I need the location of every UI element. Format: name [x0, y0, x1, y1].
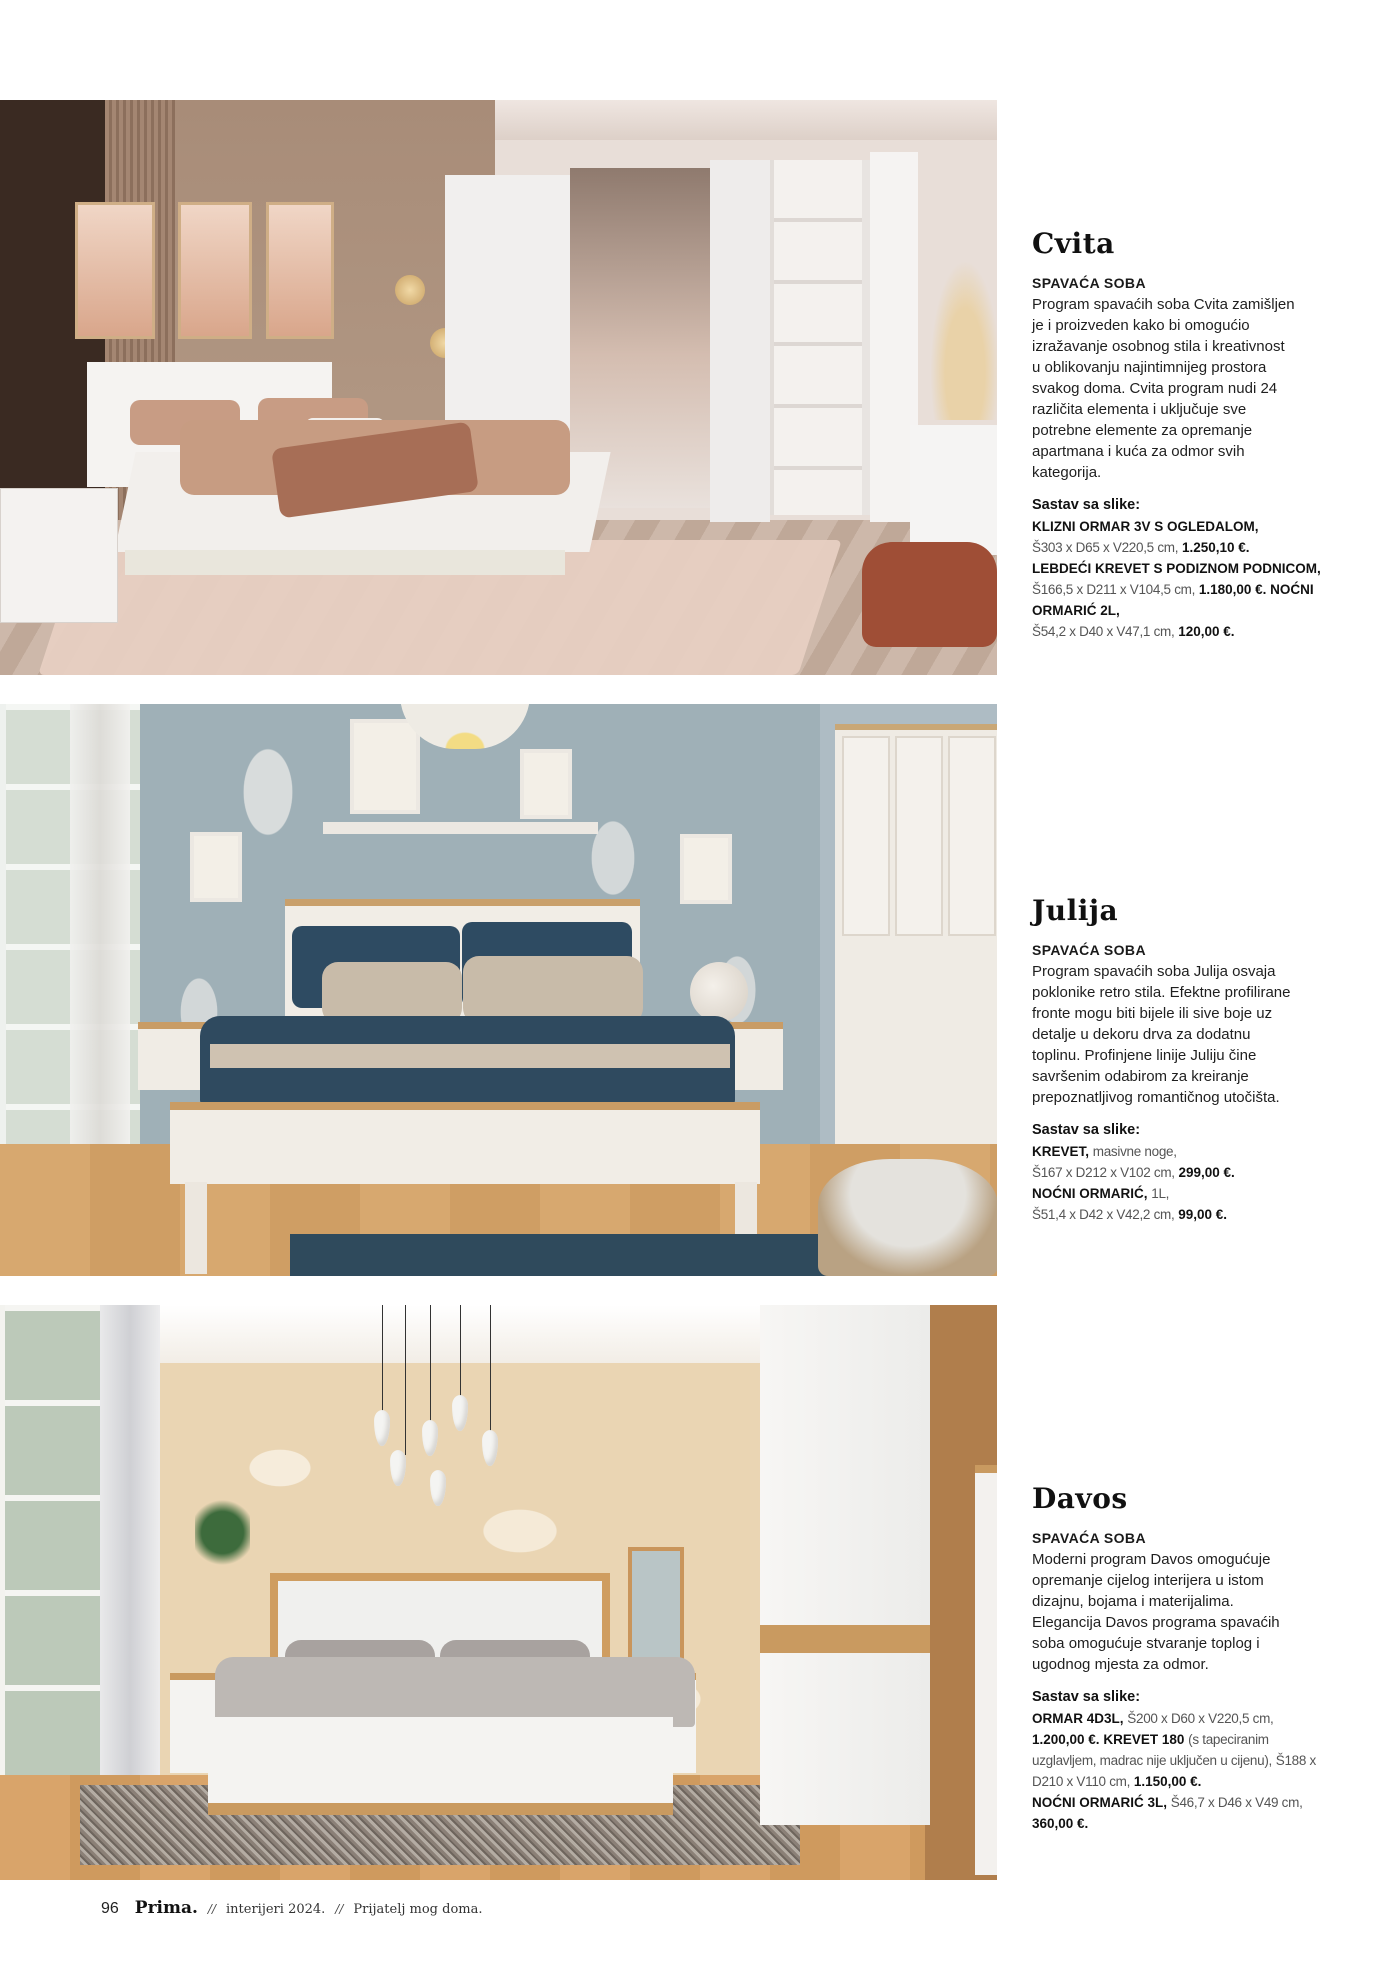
item-price: 99,00 €. — [1178, 1207, 1227, 1222]
product-info-julija — [1032, 895, 1372, 1225]
wall-art — [75, 202, 155, 339]
bed-leg — [185, 1182, 207, 1274]
julija-bedroom-photo — [0, 704, 997, 1276]
rug — [290, 1234, 835, 1276]
item-price: 1.250,10 €. — [1181, 540, 1250, 555]
item-name: ORMAR 4D3L, — [1032, 1711, 1124, 1726]
item-note: masivne noge, — [1092, 1144, 1177, 1159]
composition-list — [1032, 516, 1332, 642]
separator: // — [335, 1902, 344, 1916]
item-name: KLIZNI ORMAR 3V S OGLEDALOM, — [1032, 519, 1259, 534]
wardrobe-door — [842, 736, 890, 936]
wardrobe-shelves — [770, 160, 870, 515]
wall-art — [178, 202, 252, 339]
sliding-wardrobe-door — [710, 160, 770, 522]
composition-list — [1032, 1708, 1332, 1834]
picture-frame — [520, 749, 572, 819]
item-name: NOĆNI ORMARIĆ 2L, — [1032, 582, 1314, 618]
pendant-wire — [405, 1305, 406, 1455]
wall-shelf — [323, 822, 598, 834]
item-dimensions: Š188 x D210 x V110 cm, — [1032, 1753, 1316, 1789]
item-dimensions: Š166,5 x D211 x V104,5 cm, — [1032, 582, 1196, 597]
item-price: 299,00 €. — [1178, 1165, 1235, 1180]
wardrobe-door — [948, 736, 996, 936]
item-price: 1.150,00 €. — [1133, 1774, 1202, 1789]
pillow — [322, 962, 462, 1024]
item-dimensions: Š51,4 x D42 x V42,2 cm, — [1032, 1207, 1175, 1222]
product-category: SPAVAĆA SOBA — [1032, 275, 1146, 291]
item-dimensions: Š200 x D60 x V220,5 cm, — [1127, 1711, 1274, 1726]
item-price: 1.200,00 €. — [1032, 1732, 1100, 1747]
item-dimensions: Š54,2 x D40 x V47,1 cm, — [1032, 624, 1175, 639]
dresser — [910, 425, 997, 555]
curtain — [70, 704, 130, 1154]
pendant-wire — [430, 1305, 431, 1425]
product-title: Julija — [1032, 894, 1119, 927]
wall-lamp-icon — [395, 275, 425, 305]
wardrobe-door — [895, 736, 943, 936]
separator: // — [207, 1902, 217, 1916]
nightstand — [0, 488, 118, 623]
bed-footboard — [170, 1102, 760, 1184]
item-name: NOĆNI ORMARIĆ 3L, — [1032, 1795, 1167, 1810]
item-name: KREVET, — [1032, 1144, 1090, 1159]
composition-heading: Sastav sa slike: — [1032, 497, 1141, 513]
ceiling — [145, 1305, 765, 1363]
table-lamp-icon — [690, 962, 748, 1022]
item-name: LEBDEĆI KREVET S PODIZNOM PODNICOM, — [1032, 561, 1321, 576]
product-description: Moderni program Davos omogućuje opremanje cijelog interijera u istom dizajnu, bojama i materijalima. Elegancija Davos programa spavaćih soba omogućuje stvaranje toplog i ugodnog mjesta za odmor. — [1032, 1551, 1280, 1673]
item-note: (s tapeciranim uzglavljem, madrac nije uključen u cijenu), — [1032, 1732, 1272, 1768]
item-price: 120,00 €. — [1178, 624, 1235, 639]
pillow — [463, 956, 643, 1024]
item-name: KREVET 180 — [1103, 1732, 1185, 1747]
item-dimensions: Š46,7 x D46 x V49 cm, — [1170, 1795, 1303, 1810]
pillow-basket — [818, 1159, 997, 1276]
wardrobe — [760, 1305, 930, 1825]
product-description: Program spavaćih soba Julija osvaja poklonike retro stila. Efektne profilirane fronte mogu biti bijele ili sive boje uz detalje u dekoru drva za dodatnu toplinu. Profinjene linije Juliju čine savršenim odabirom za kreiranje prepoznatljivog romantičnog utočišta. — [1032, 963, 1291, 1106]
item-dimensions: Š167 x D212 x V102 cm, — [1032, 1165, 1175, 1180]
slogan: Prijatelj mog doma. — [353, 1902, 483, 1917]
pampas-grass — [930, 260, 997, 420]
item-price: 1.180,00 €. — [1198, 582, 1267, 597]
side-cabinet — [975, 1465, 997, 1875]
product-category: SPAVAĆA SOBA — [1032, 942, 1146, 958]
composition-list — [1032, 1141, 1332, 1225]
davos-bedroom-photo — [0, 1305, 997, 1880]
item-name: NOĆNI ORMARIĆ, — [1032, 1186, 1148, 1201]
brand-logo: Prima. — [134, 1898, 198, 1918]
wardrobe-oak-band — [760, 1625, 930, 1653]
magazine-title: interijeri 2024. — [226, 1902, 326, 1917]
product-title: Cvita — [1032, 227, 1115, 260]
pendant-wire — [490, 1305, 491, 1435]
page-footer — [101, 1898, 482, 1918]
product-title: Davos — [1032, 1482, 1128, 1515]
curtain — [100, 1305, 160, 1795]
picture-frame — [190, 832, 242, 902]
bed-plinth — [125, 550, 565, 575]
wall-art — [266, 202, 334, 339]
picture-frame — [350, 719, 420, 814]
picture-frame — [628, 1547, 684, 1665]
item-price: 360,00 €. — [1032, 1816, 1089, 1831]
composition-heading: Sastav sa slike: — [1032, 1689, 1141, 1705]
hanging-plant — [195, 1495, 250, 1570]
picture-frame — [680, 834, 732, 904]
knit-throw — [210, 1044, 730, 1068]
pendant-wire — [382, 1305, 383, 1415]
bed-footboard — [208, 1717, 673, 1815]
product-description: Program spavaćih soba Cvita zamišljen je i proizveden kako bi omogućio izražavanje osobnog stila i kreativnost u oblikovanju najintimnijeg prostora svakog doma. Cvita program nudi 24 različita elementa i uključuje sve potrebne elemente za opremanje apartmana i kuća za odmor svih kategorija. — [1032, 296, 1295, 481]
product-info-davos — [1032, 1483, 1372, 1834]
item-note: 1L, — [1151, 1186, 1170, 1201]
pouf — [862, 542, 997, 647]
item-dimensions: Š303 x D65 x V220,5 cm, — [1032, 540, 1179, 555]
product-category: SPAVAĆA SOBA — [1032, 1530, 1146, 1546]
product-info-cvita — [1032, 228, 1372, 642]
pendant-wire — [460, 1305, 461, 1400]
composition-heading: Sastav sa slike: — [1032, 1122, 1141, 1138]
page-number: 96 — [101, 1900, 119, 1917]
cvita-bedroom-photo — [0, 100, 997, 675]
